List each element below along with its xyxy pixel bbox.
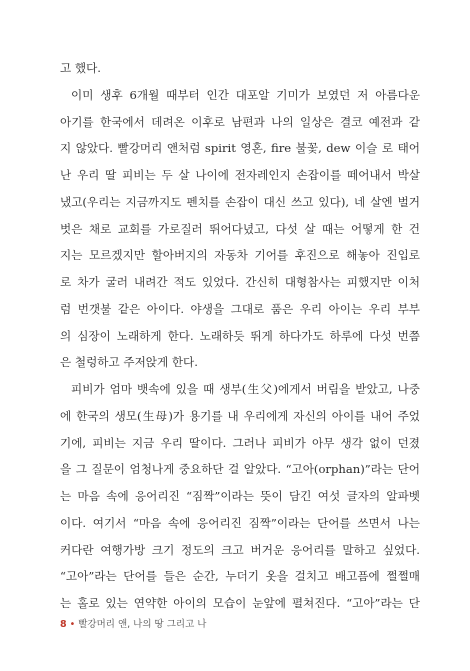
text-line: 에 한국의 생모(生母)가 용기를 내 우리에게 자신의 아이를 내어 주었 xyxy=(60,408,420,423)
text-line: 은 철렁하고 주저앉게 한다. xyxy=(60,355,198,370)
text-line: 로 차가 굴러 내려간 적도 있었다. 간신히 대형참사는 피했지만 이처 xyxy=(60,275,420,289)
running-title: 빨강머리 앤, 나의 땅 그리고 나 xyxy=(78,619,207,630)
text-line: 의 심장이 노래하게 한다. 노래하듯 뛰게 하다가도 하루에 다섯 번쯤 xyxy=(60,328,420,343)
text-line: 피비가 엄마 뱃속에 있을 때 생부(生父)에게서 버림을 받았고, 나중 xyxy=(71,382,420,396)
footer-separator: • xyxy=(69,619,76,630)
text-line: 냈고(우리는 지금까지도 펜치를 손잡이 대신 쓰고 있다), 네 살엔 벌거 xyxy=(60,194,420,209)
text-line: “고아”라는 단어를 들은 순간, 누더기 옷을 걸치고 배고픔에 쩔쩔매 xyxy=(60,569,420,584)
body-text xyxy=(60,55,420,617)
text-line: 아기를 한국에서 데려온 이후로 남편과 나의 일상은 결코 예전과 같 xyxy=(60,114,420,129)
text-line: 기에, 피비는 지금 우리 딸이다. 그러나 피비가 아무 생각 없이 던졌 xyxy=(60,435,420,450)
text-line: 고 했다. xyxy=(60,61,101,75)
text-line: 지는 모르겠지만 할아버지의 자동차 기어를 후진으로 해놓아 진입로 xyxy=(60,248,420,263)
text-line: 을 그 질문이 엄청나게 중요하단 걸 알았다. “고아(orphan)”라는 단어 xyxy=(60,462,420,477)
page-number: 8 xyxy=(60,619,67,630)
text-line: 벗은 채로 교회를 가로질러 뛰어다녔고, 다섯 살 때는 어떻게 한 건 xyxy=(60,221,420,236)
text-line: 커다란 여행가방 크기 정도의 크고 버거운 응어리를 말하고 싶었다. xyxy=(60,542,420,557)
text-line: 이미 생후 6개월 때부터 인간 대포알 기미가 보였던 저 아름다운 xyxy=(71,87,420,102)
text-line: 이다. 여기서 “마음 속에 응어리진 짐짝”이라는 단어를 쓰면서 나는 xyxy=(60,515,420,530)
text-line: 는 마음 속에 응어리진 “짐짝”이라는 뜻이 담긴 여섯 글자의 알파벳 xyxy=(60,489,420,503)
text-line: 난 우리 딸 피비는 두 살 나이에 전자레인지 손잡이를 떼어내서 박살 xyxy=(60,168,420,182)
text-line: 는 홀로 있는 연약한 아이의 모습이 눈앞에 펼쳐진다. “고아”라는 단 xyxy=(60,596,420,610)
text-line: 지 않았다. 빨강머리 앤처럼 spirit 영혼, fire 불꽃, dew 이슬 로 태어 xyxy=(60,141,420,156)
page-footer xyxy=(60,616,206,630)
text-line: 럼 번갯불 같은 아이다. 야생을 그대로 품은 우리 아이는 우리 부부 xyxy=(60,301,420,316)
